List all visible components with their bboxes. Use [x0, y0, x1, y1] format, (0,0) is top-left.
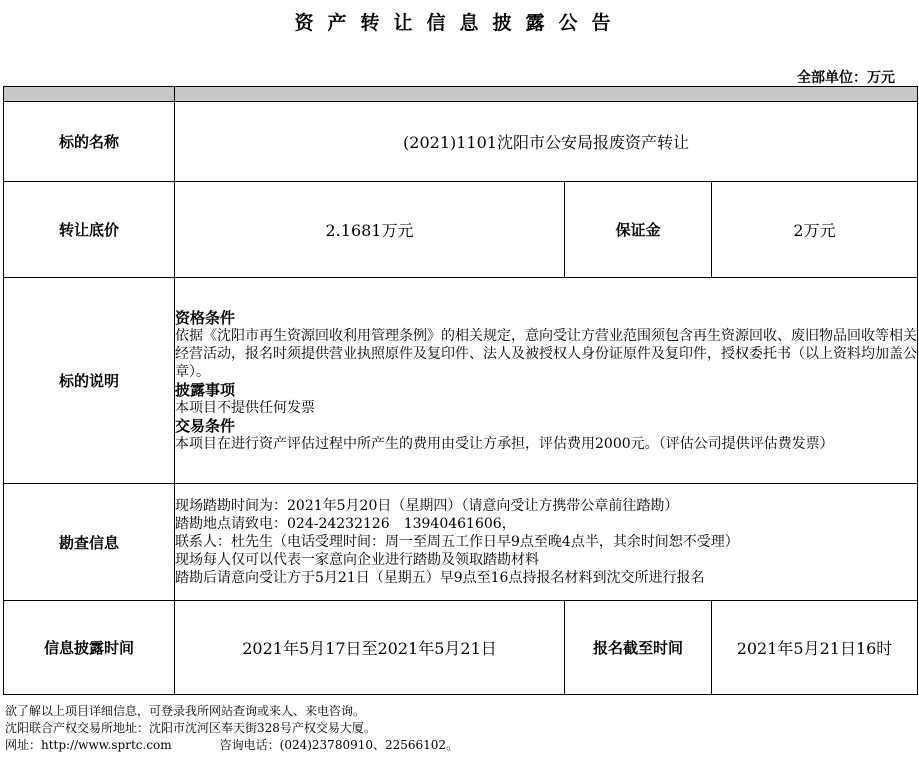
- unit-note: 全部单位：万元: [797, 70, 895, 86]
- footer-contact-text: 网址：http://www.sprtc.com 咨询电话：(024)23780910、22566102。: [5, 738, 459, 752]
- survey-line: 联系人：杜先生（电话受理时间：周一至周五工作日早9点至晚4点半，其余时间恕不受理）: [175, 534, 739, 550]
- trade-conditions-text: 本项目在进行资产评估过程中所产生的费用由受让方承担，评估费用2000元。（评估公司提供评估费发票）: [175, 435, 834, 452]
- survey-label: 勘查信息: [4, 484, 175, 601]
- header-bar-left: [4, 87, 175, 102]
- price-value: 2.1681万元: [175, 182, 565, 278]
- name-label: 标的名称: [4, 102, 175, 182]
- survey-line: 踏勘地点请致电：024-24232126 13940461606，: [175, 516, 516, 532]
- desc-label: 标的说明: [4, 278, 175, 484]
- deadline-label: 报名截至时间: [565, 601, 712, 695]
- survey-line: 现场每人仅可以代表一家意向企业进行踏勘及领取踏勘材料: [175, 552, 539, 568]
- deposit-label: 保证金: [565, 182, 712, 278]
- name-row: [4, 102, 918, 182]
- desc-row: [4, 278, 918, 484]
- footer-address-text: 沈阳联合产权交易所地址：沈阳市沈河区奉天街328号产权交易大厦。: [5, 721, 376, 735]
- qualification-heading: 资格条件: [175, 308, 236, 327]
- survey-row: [4, 484, 918, 601]
- trade-conditions-heading: 交易条件: [175, 416, 236, 435]
- price-label: 转让底价: [4, 182, 175, 278]
- survey-line: 踏勘后请意向受让方于5月21日（星期五）早9点至16点持报名材料到沈交所进行报名: [175, 570, 705, 586]
- disclosure-time-value: 2021年5月17日至2021年5月21日: [175, 601, 565, 695]
- survey-content: [175, 484, 918, 601]
- disclosure-text: 本项目不提供任何发票: [175, 399, 315, 416]
- qualification-text: 依据《沈阳市再生资源回收利用管理条例》的相关规定，意向受让方营业范围须包含再生资源回收、废旧物品回收等相关经营活动，报名时须提供营业执照原件及复印件、法人及被授权人身份证原件及复印件，授权委托书（以上资料均加盖公章）。: [175, 327, 917, 380]
- price-row: [4, 182, 918, 278]
- footer-inquiry-text: 欲了解以上项目详细信息，可登录我所网站查询或来人、来电咨询。: [5, 704, 366, 718]
- deposit-value: 2万元: [712, 182, 918, 278]
- footer: [5, 703, 458, 754]
- page-title: 资产转让信息披露公告: [294, 12, 625, 34]
- disclosure-table: [3, 86, 918, 695]
- time-row: [4, 601, 918, 695]
- disclosure-time-label: 信息披露时间: [4, 601, 175, 695]
- disclosure-heading: 披露事项: [175, 380, 236, 399]
- survey-line: 现场踏勘时间为：2021年5月20日（星期四）（请意向受让方携带公章前往踏勘）: [175, 498, 679, 514]
- header-bar-row: [4, 87, 918, 102]
- deadline-value: 2021年5月21日16时: [712, 601, 918, 695]
- desc-content: [175, 278, 918, 484]
- name-value: (2021)1101沈阳市公安局报废资产转让: [175, 102, 918, 182]
- header-bar-right: [175, 87, 918, 102]
